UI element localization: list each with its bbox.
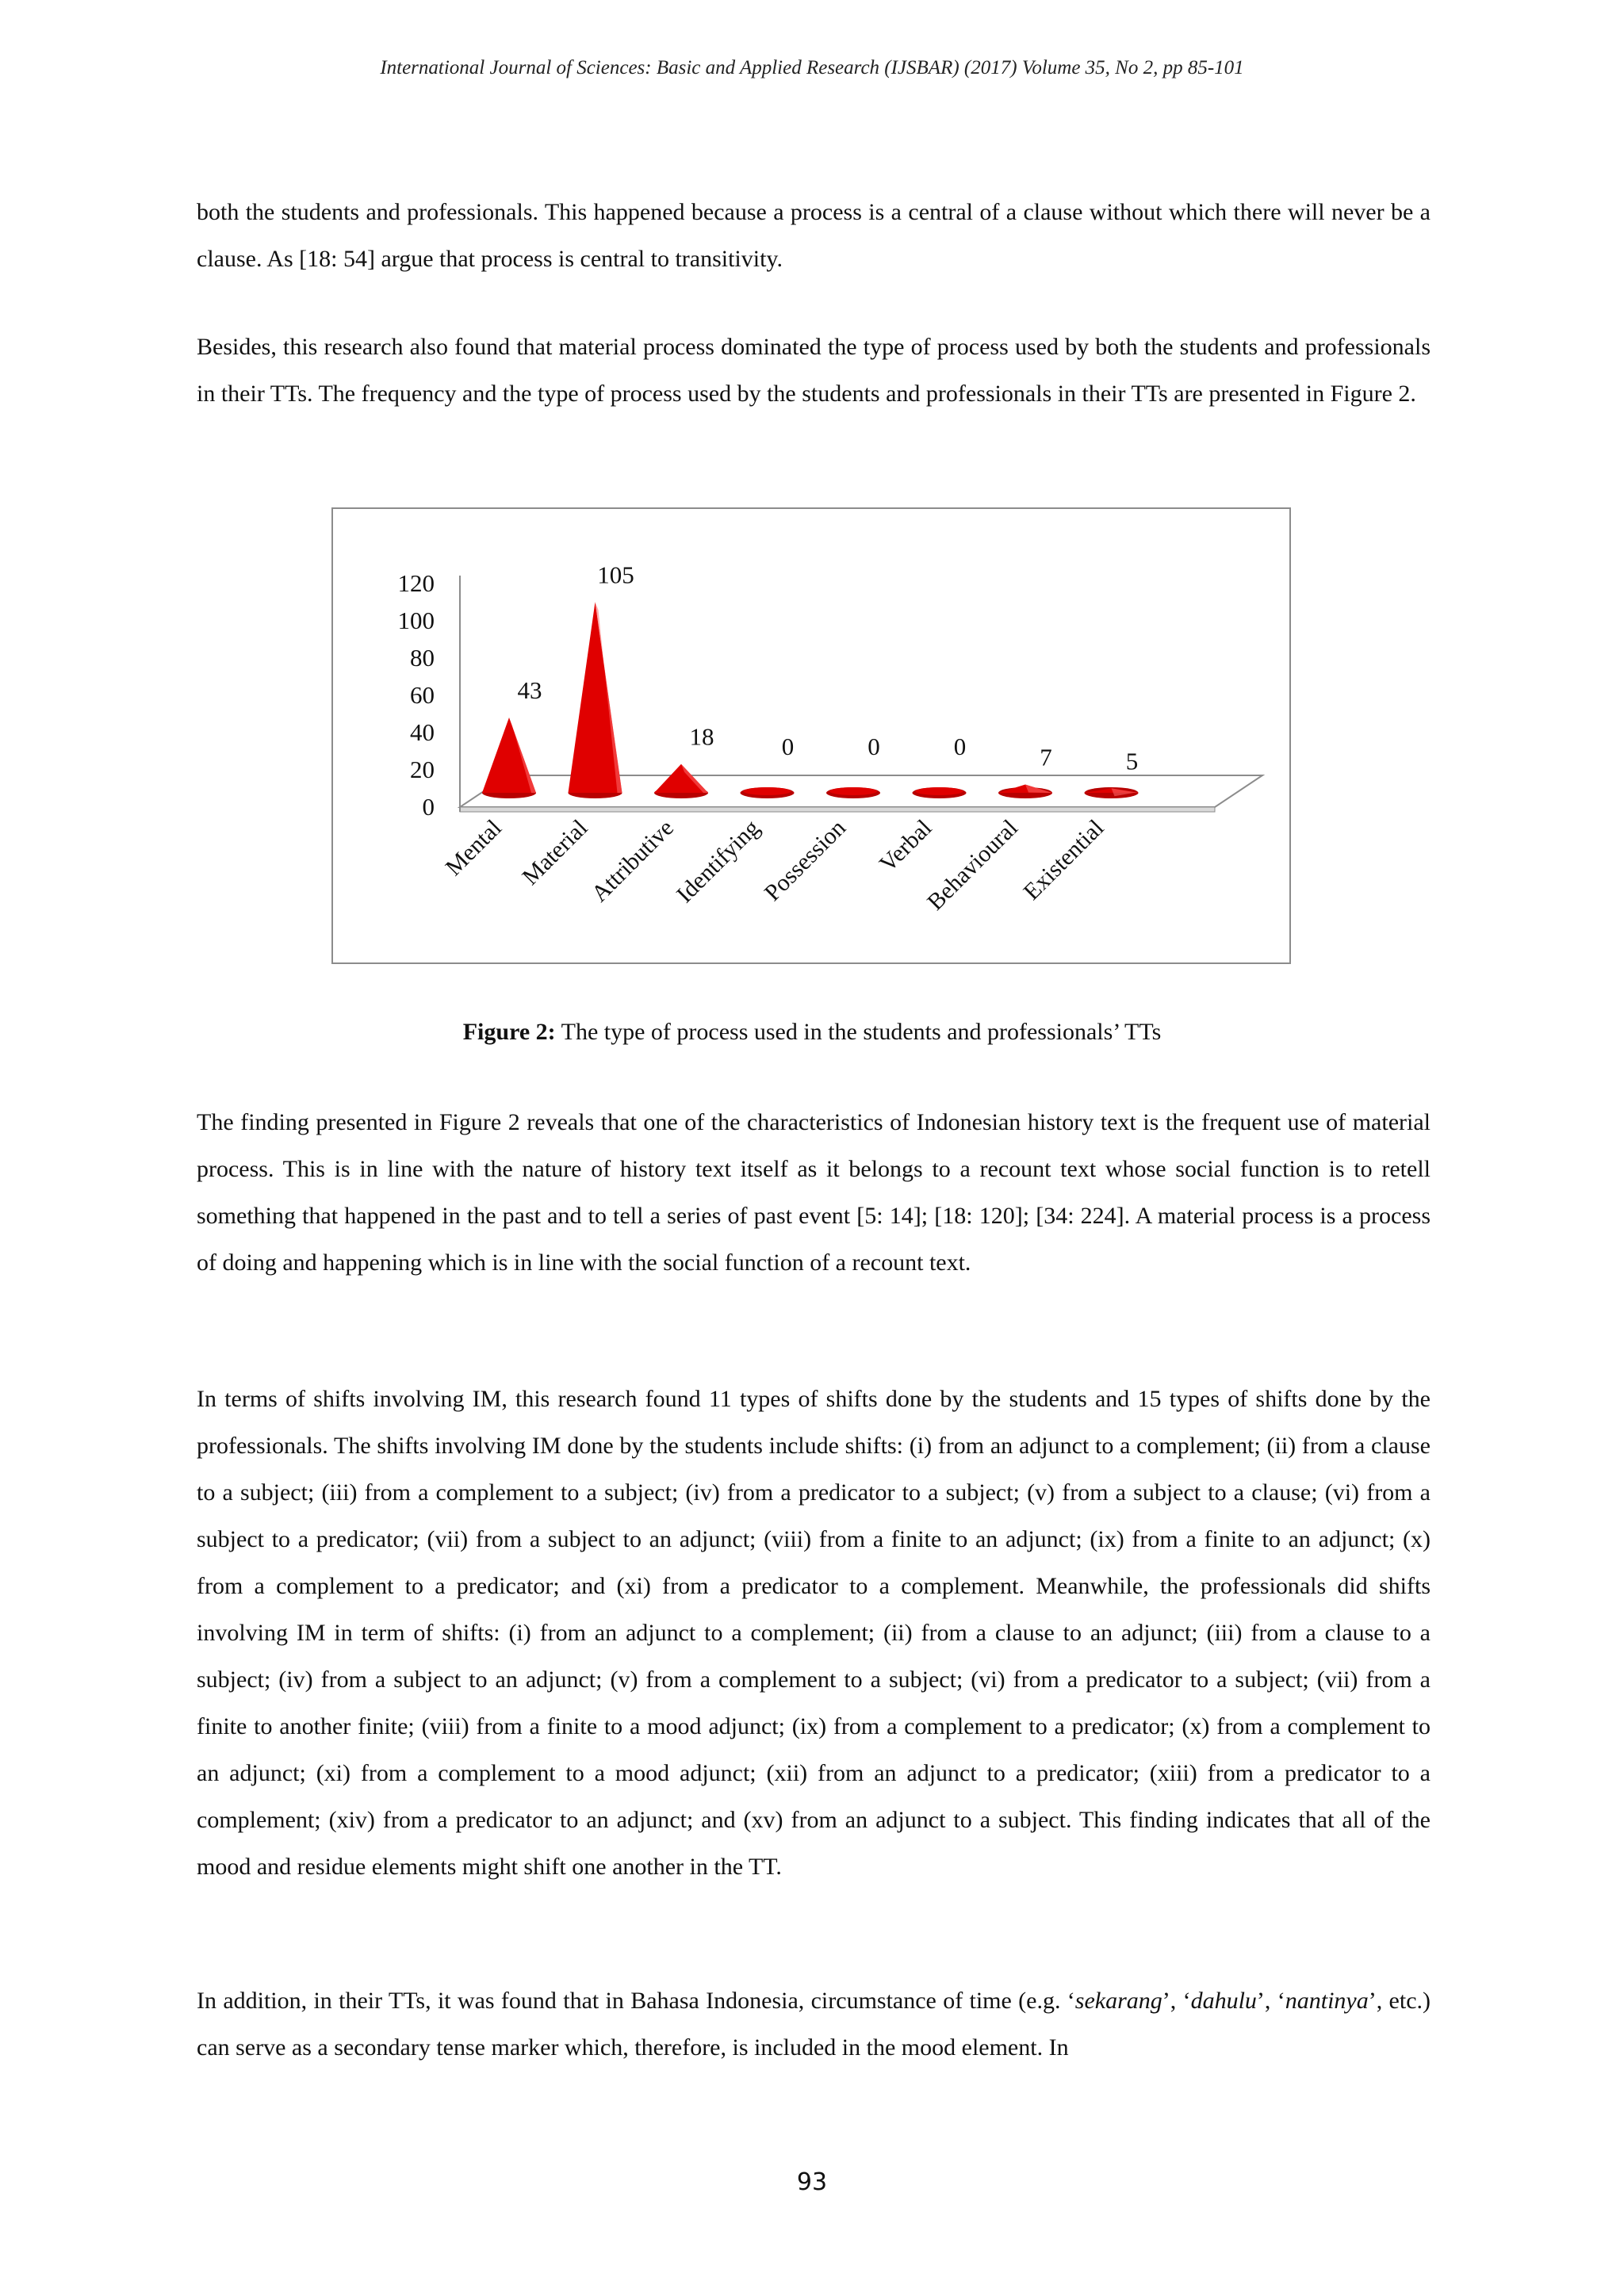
paragraph-4: In terms of shifts involving IM, this research found 11 types of shifts done by the students and 15 types of shifts done by the professionals. The shifts involving IM done by the students include shifts: (i) from an adjunct to a complement; (ii) from a clause to a subject; (iii) from a complement to a subject; (iv) from a predicator to a subject; (v) from a subject to a clause; (vi) from a subject to a predicator; (vii) from a subject to an adjunct; (viii) from a finite to an adjunct; (ix) from a finite to an adjunct; (x) from a complement to a predicator; and (xi) from a predicator to a complement. Meanwhile, the professionals did shifts involving IM in term of shifts: (i) from an adjunct to a complement; (ii) from a clause to an adjunct; (iii) from a clause to a subject; (iv) from a subject to an adjunct; (v) from a complement to a subject; (vi) from a predicator to a subject; (vii) from a finite to another finite; (viii) from a finite to a mood adjunct; (ix) from a complement to a predicator; (x) from a complement to an adjunct; (xi) from a complement to a mood adjunct; (xii) from an adjunct to a predicator; (xiii) from a predicator to a complement; (xiv) from a predicator to an adjunct; and (xv) from an adjunct to a subject. This finding indicates that all of the mood and residue elements might shift one another in the TT. (197, 1386, 1431, 1880)
category-label: Attributive (586, 814, 679, 908)
data-label: 7 (1040, 743, 1052, 771)
y-tick-label: 20 (410, 756, 435, 783)
figure-caption (0, 1019, 1624, 1046)
figure-2-chart (331, 507, 1291, 964)
data-label: 0 (953, 733, 967, 760)
paragraph-3: The finding presented in Figure 2 reveals that one of the characteristics of Indonesian history text is the frequent use of material process. This is in line with the nature of history text itself as it belongs to a recount text whose social function is to retell something that happened in the past and to tell a series of past event [5: 14]; [18: 120]; [34: 224]. A material process is a process of doing and happening which is in line with the social function of a recount text. (197, 1109, 1431, 1276)
category-label: Identifying (671, 814, 765, 909)
cone-bar (569, 602, 622, 793)
cone-flat-top (916, 787, 963, 795)
p5-end: ’, etc.) can serve as a secondary tense marker which, therefore, is included in the mood element. In (197, 1988, 1431, 2061)
category-label: Existential (1018, 814, 1109, 905)
p5-start: In addition, in their TTs, it was found that in Bahasa Indonesia, circumstance of time (e.g. ‘ (197, 1988, 1075, 2014)
y-tick-label: 40 (410, 718, 435, 746)
cone-flat-top (829, 787, 877, 795)
data-label: 0 (868, 733, 880, 760)
process-type-chart (333, 509, 1289, 962)
cone-flat-top (744, 787, 791, 795)
y-tick-label: 120 (397, 569, 435, 597)
category-label: Material (517, 814, 593, 890)
y-tick-label: 0 (422, 793, 435, 821)
term-sekarang: sekarang (1074, 1988, 1162, 2014)
page-number: 93 (796, 2168, 828, 2196)
y-tick-label: 80 (410, 644, 435, 672)
y-tick-label: 100 (397, 607, 435, 634)
paragraph-2: Besides, this research also found that material process dominated the type of process used by both the students and professionals in their TTs. The frequency and the type of process used by the students and professionals in their TTs are presented in Figure 2. (197, 334, 1431, 407)
category-label: Behavioural (921, 814, 1023, 916)
data-label: 0 (781, 733, 795, 760)
cone-bar (482, 718, 536, 793)
paragraph-5 (197, 1977, 1431, 2071)
y-tick-label: 60 (410, 681, 435, 709)
figure-label: Figure 2: (462, 1019, 556, 1045)
data-label: 18 (689, 722, 714, 751)
data-label: 5 (1125, 747, 1139, 775)
term-nantinya: nantinya (1285, 1988, 1369, 2014)
paragraph-1: both the students and professionals. This happened because a process is a central of a clause without which there will never be a clause. As [18: 54] argue that process is central to transitivity. (197, 199, 1431, 272)
category-label: Possession (759, 814, 851, 906)
chart-floor-edge (460, 807, 1215, 812)
category-label: Mental (440, 814, 507, 882)
figure-caption-text: The type of process used in the students and professionals’ TTs (555, 1019, 1162, 1045)
term-dahulu: dahulu (1190, 1988, 1257, 2014)
running-head: International Journal of Sciences: Basic and Applied Research (IJSBAR) (2017) Volume 35, No 2, pp 85-101 (380, 57, 1244, 78)
data-label: 43 (517, 675, 542, 704)
p5-sep2: ’, ‘ (1256, 1988, 1285, 2014)
data-label: 105 (597, 561, 634, 589)
p5-sep1: ’, ‘ (1162, 1988, 1191, 2014)
category-label: Verbal (874, 814, 937, 878)
